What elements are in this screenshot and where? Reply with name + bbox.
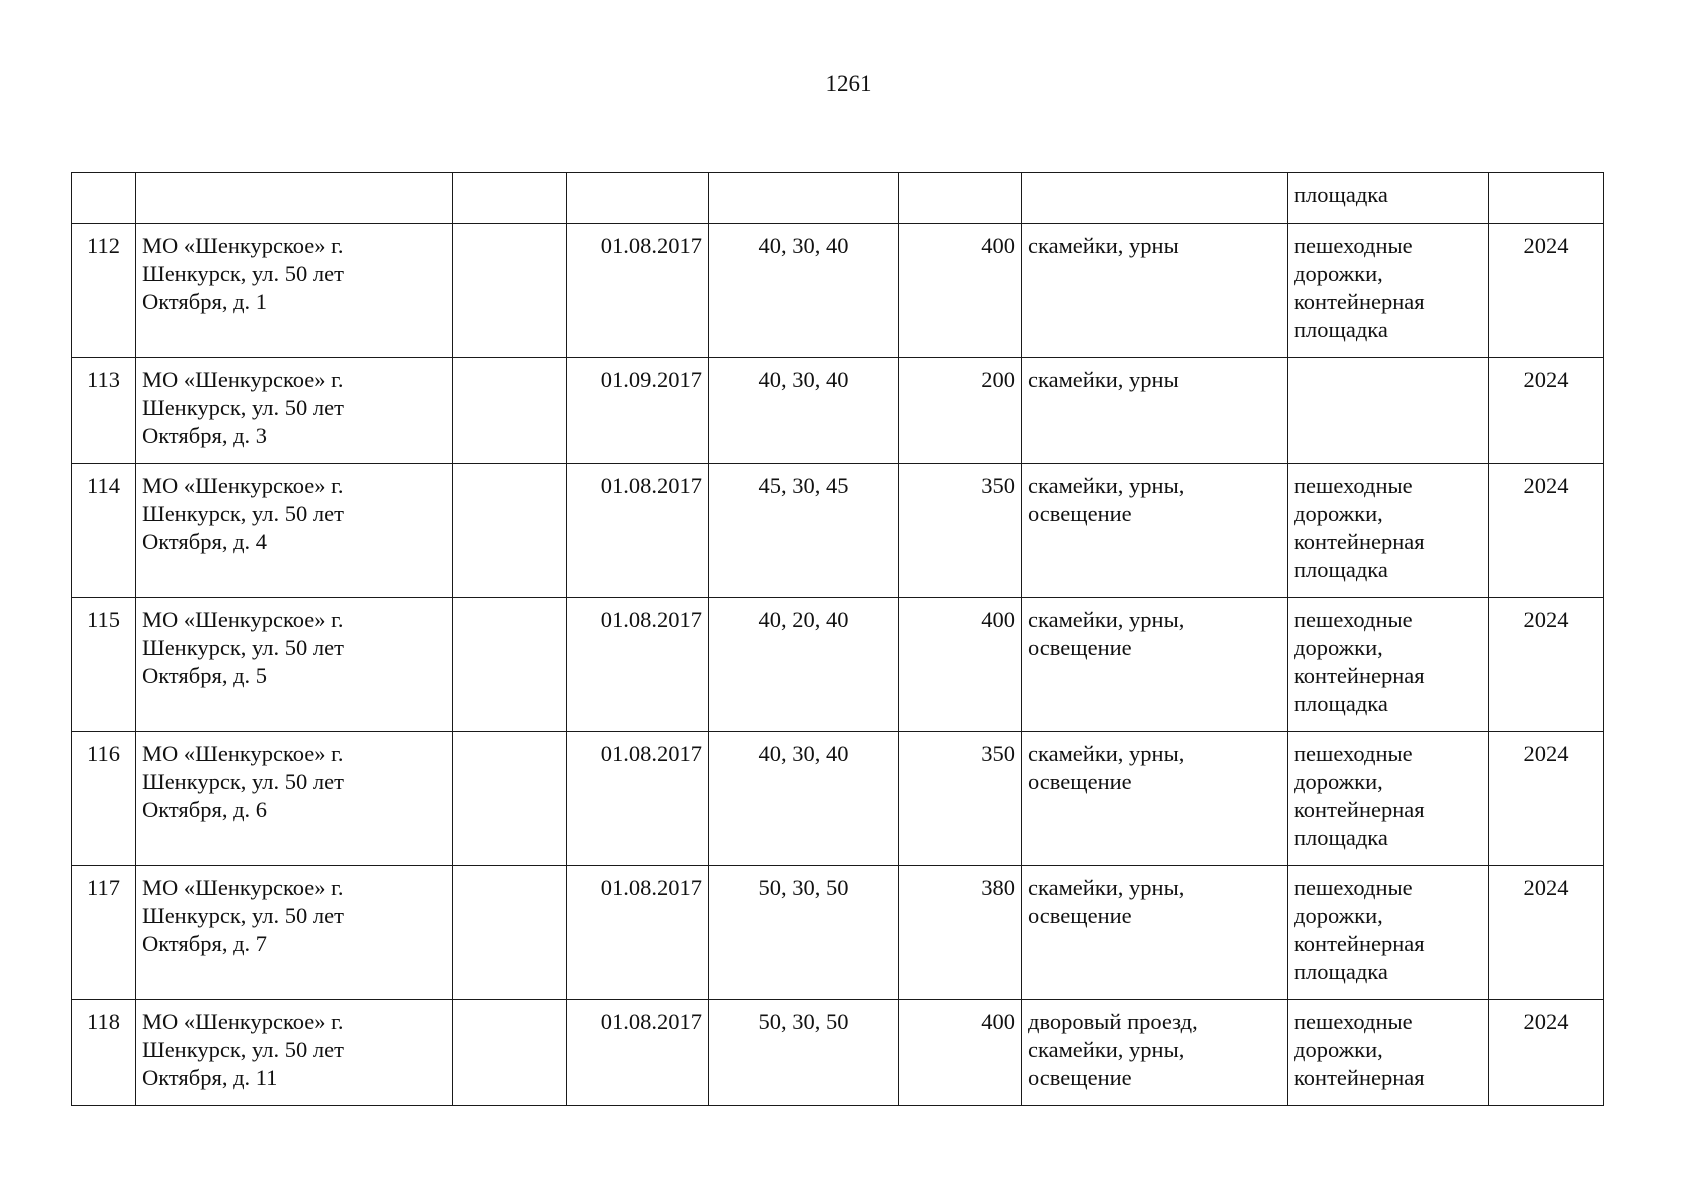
cell-area: 380 [899, 866, 1022, 1000]
cell-elements: скамейки, урны, освещение [1022, 732, 1288, 866]
cell-area: 200 [899, 358, 1022, 464]
cell-empty [453, 1000, 567, 1106]
cell-date: 01.08.2017 [567, 866, 709, 1000]
cell-empty [453, 732, 567, 866]
cell-date: 01.08.2017 [567, 464, 709, 598]
cell-area: 350 [899, 732, 1022, 866]
table-row [72, 866, 1604, 1000]
cell-date: 01.08.2017 [567, 732, 709, 866]
cell-extra-elements: пешеходные дорожки, контейнерная площадка [1288, 732, 1489, 866]
cell-number [72, 173, 136, 224]
cell-dimensions: 50, 30, 50 [709, 1000, 899, 1106]
cell-elements: скамейки, урны, освещение [1022, 464, 1288, 598]
cell-year: 2024 [1489, 866, 1604, 1000]
cell-empty [453, 358, 567, 464]
cell-empty [453, 464, 567, 598]
cell-number: 117 [72, 866, 136, 1000]
cell-dimensions: 40, 30, 40 [709, 732, 899, 866]
cell-address [136, 173, 453, 224]
cell-number: 118 [72, 1000, 136, 1106]
cell-year: 2024 [1489, 732, 1604, 866]
cell-date: 01.08.2017 [567, 598, 709, 732]
table-row [72, 358, 1604, 464]
cell-dimensions: 45, 30, 45 [709, 464, 899, 598]
cell-dimensions: 40, 30, 40 [709, 358, 899, 464]
cell-number: 113 [72, 358, 136, 464]
cell-year: 2024 [1489, 1000, 1604, 1106]
table-row-continuation [72, 173, 1604, 224]
cell-year: 2024 [1489, 358, 1604, 464]
cell-year: 2024 [1489, 464, 1604, 598]
cell-elements: скамейки, урны, освещение [1022, 598, 1288, 732]
cell-extra-elements: пешеходные дорожки, контейнерная площадка [1288, 464, 1489, 598]
cell-address: МО «Шенкурское» г. Шенкурск, ул. 50 лет Октября, д. 4 [136, 464, 453, 598]
cell-address: МО «Шенкурское» г. Шенкурск, ул. 50 лет Октября, д. 6 [136, 732, 453, 866]
cell-extra-elements: площадка [1288, 173, 1489, 224]
cell-empty [453, 173, 567, 224]
cell-address: МО «Шенкурское» г. Шенкурск, ул. 50 лет Октября, д. 7 [136, 866, 453, 1000]
cell-number: 112 [72, 224, 136, 358]
cell-extra-elements [1288, 358, 1489, 464]
cell-dimensions: 40, 20, 40 [709, 598, 899, 732]
cell-area [899, 173, 1022, 224]
table-row [72, 732, 1604, 866]
table-row [72, 1000, 1604, 1106]
cell-extra-elements: пешеходные дорожки, контейнерная площадка [1288, 866, 1489, 1000]
cell-date [567, 173, 709, 224]
cell-empty [453, 598, 567, 732]
cell-date: 01.08.2017 [567, 1000, 709, 1106]
cell-elements [1022, 173, 1288, 224]
cell-year: 2024 [1489, 598, 1604, 732]
cell-address: МО «Шенкурское» г. Шенкурск, ул. 50 лет Октября, д. 11 [136, 1000, 453, 1106]
cell-elements: дворовый проезд, скамейки, урны, освещение [1022, 1000, 1288, 1106]
cell-dimensions: 50, 30, 50 [709, 866, 899, 1000]
courtyard-register-table [71, 172, 1604, 1106]
cell-dimensions [709, 173, 899, 224]
cell-date: 01.08.2017 [567, 224, 709, 358]
cell-number: 115 [72, 598, 136, 732]
cell-elements: скамейки, урны, освещение [1022, 866, 1288, 1000]
cell-area: 350 [899, 464, 1022, 598]
cell-address: МО «Шенкурское» г. Шенкурск, ул. 50 лет Октября, д. 5 [136, 598, 453, 732]
cell-empty [453, 224, 567, 358]
cell-extra-elements: пешеходные дорожки, контейнерная [1288, 1000, 1489, 1106]
cell-year: 2024 [1489, 224, 1604, 358]
cell-elements: скамейки, урны [1022, 358, 1288, 464]
cell-year [1489, 173, 1604, 224]
cell-elements: скамейки, урны [1022, 224, 1288, 358]
cell-dimensions: 40, 30, 40 [709, 224, 899, 358]
cell-empty [453, 866, 567, 1000]
cell-date: 01.09.2017 [567, 358, 709, 464]
cell-address: МО «Шенкурское» г. Шенкурск, ул. 50 лет Октября, д. 1 [136, 224, 453, 358]
cell-number: 116 [72, 732, 136, 866]
page-number: 1261 [825, 71, 872, 96]
cell-area: 400 [899, 224, 1022, 358]
table-row [72, 464, 1604, 598]
cell-address: МО «Шенкурское» г. Шенкурск, ул. 50 лет Октября, д. 3 [136, 358, 453, 464]
table-row [72, 598, 1604, 732]
cell-extra-elements: пешеходные дорожки, контейнерная площадка [1288, 224, 1489, 358]
cell-extra-elements: пешеходные дорожки, контейнерная площадка [1288, 598, 1489, 732]
cell-area: 400 [899, 598, 1022, 732]
cell-number: 114 [72, 464, 136, 598]
cell-area: 400 [899, 1000, 1022, 1106]
table-row [72, 224, 1604, 358]
